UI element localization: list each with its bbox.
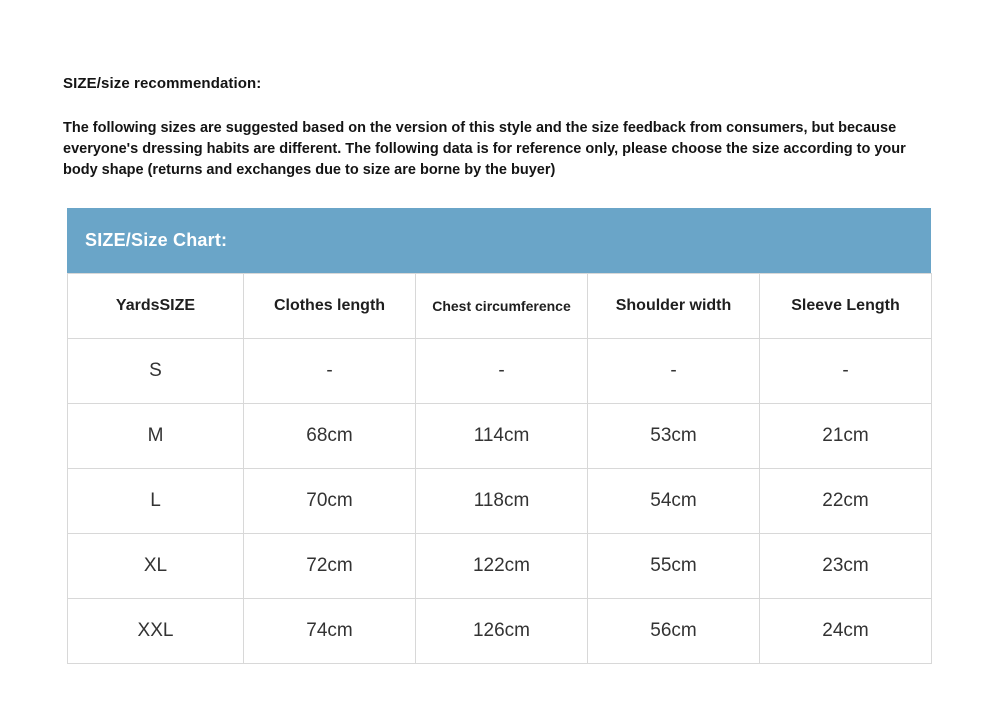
cell-sleeve-length: 21cm <box>760 404 932 469</box>
table-row <box>68 339 932 404</box>
cell-chest-circumference: 122cm <box>416 534 588 599</box>
size-table <box>67 273 932 664</box>
table-row <box>68 599 932 664</box>
column-header-sleeve-length: Sleeve Length <box>760 274 932 339</box>
cell-sleeve-length: 22cm <box>760 469 932 534</box>
table-row <box>68 534 932 599</box>
size-chart <box>67 208 931 664</box>
cell-size: XL <box>68 534 244 599</box>
column-header-shoulder-width: Shoulder width <box>588 274 760 339</box>
cell-chest-circumference: 126cm <box>416 599 588 664</box>
cell-size: L <box>68 469 244 534</box>
table-header-row <box>68 274 932 339</box>
cell-sleeve-length: - <box>760 339 932 404</box>
chart-title: SIZE/Size Chart: <box>85 230 228 250</box>
cell-shoulder-width: 54cm <box>588 469 760 534</box>
cell-clothes-length: 72cm <box>244 534 416 599</box>
column-header-chest-circumference: Chest circumference <box>416 274 588 339</box>
cell-clothes-length: 74cm <box>244 599 416 664</box>
page-title: SIZE/size recommendation: <box>63 75 262 92</box>
cell-chest-circumference: 118cm <box>416 469 588 534</box>
cell-shoulder-width: 56cm <box>588 599 760 664</box>
column-header-clothes-length: Clothes length <box>244 274 416 339</box>
chart-title-bar <box>67 208 931 273</box>
cell-clothes-length: 70cm <box>244 469 416 534</box>
column-header-yards-size: YardsSIZE <box>68 274 244 339</box>
cell-chest-circumference: - <box>416 339 588 404</box>
cell-size: XXL <box>68 599 244 664</box>
cell-shoulder-width: 55cm <box>588 534 760 599</box>
cell-clothes-length: - <box>244 339 416 404</box>
intro-paragraph: The following sizes are suggested based on the version of this style and the size feedback from consumers, but because everyone's dressing habits are different. The following data is for reference only, please choose the size according to your body shape (returns and exchanges due to size are borne by the buyer) <box>63 120 906 178</box>
cell-clothes-length: 68cm <box>244 404 416 469</box>
table-row <box>68 469 932 534</box>
cell-shoulder-width: 53cm <box>588 404 760 469</box>
cell-sleeve-length: 24cm <box>760 599 932 664</box>
cell-size: S <box>68 339 244 404</box>
table-row <box>68 404 932 469</box>
cell-shoulder-width: - <box>588 339 760 404</box>
cell-size: M <box>68 404 244 469</box>
cell-sleeve-length: 23cm <box>760 534 932 599</box>
cell-chest-circumference: 114cm <box>416 404 588 469</box>
